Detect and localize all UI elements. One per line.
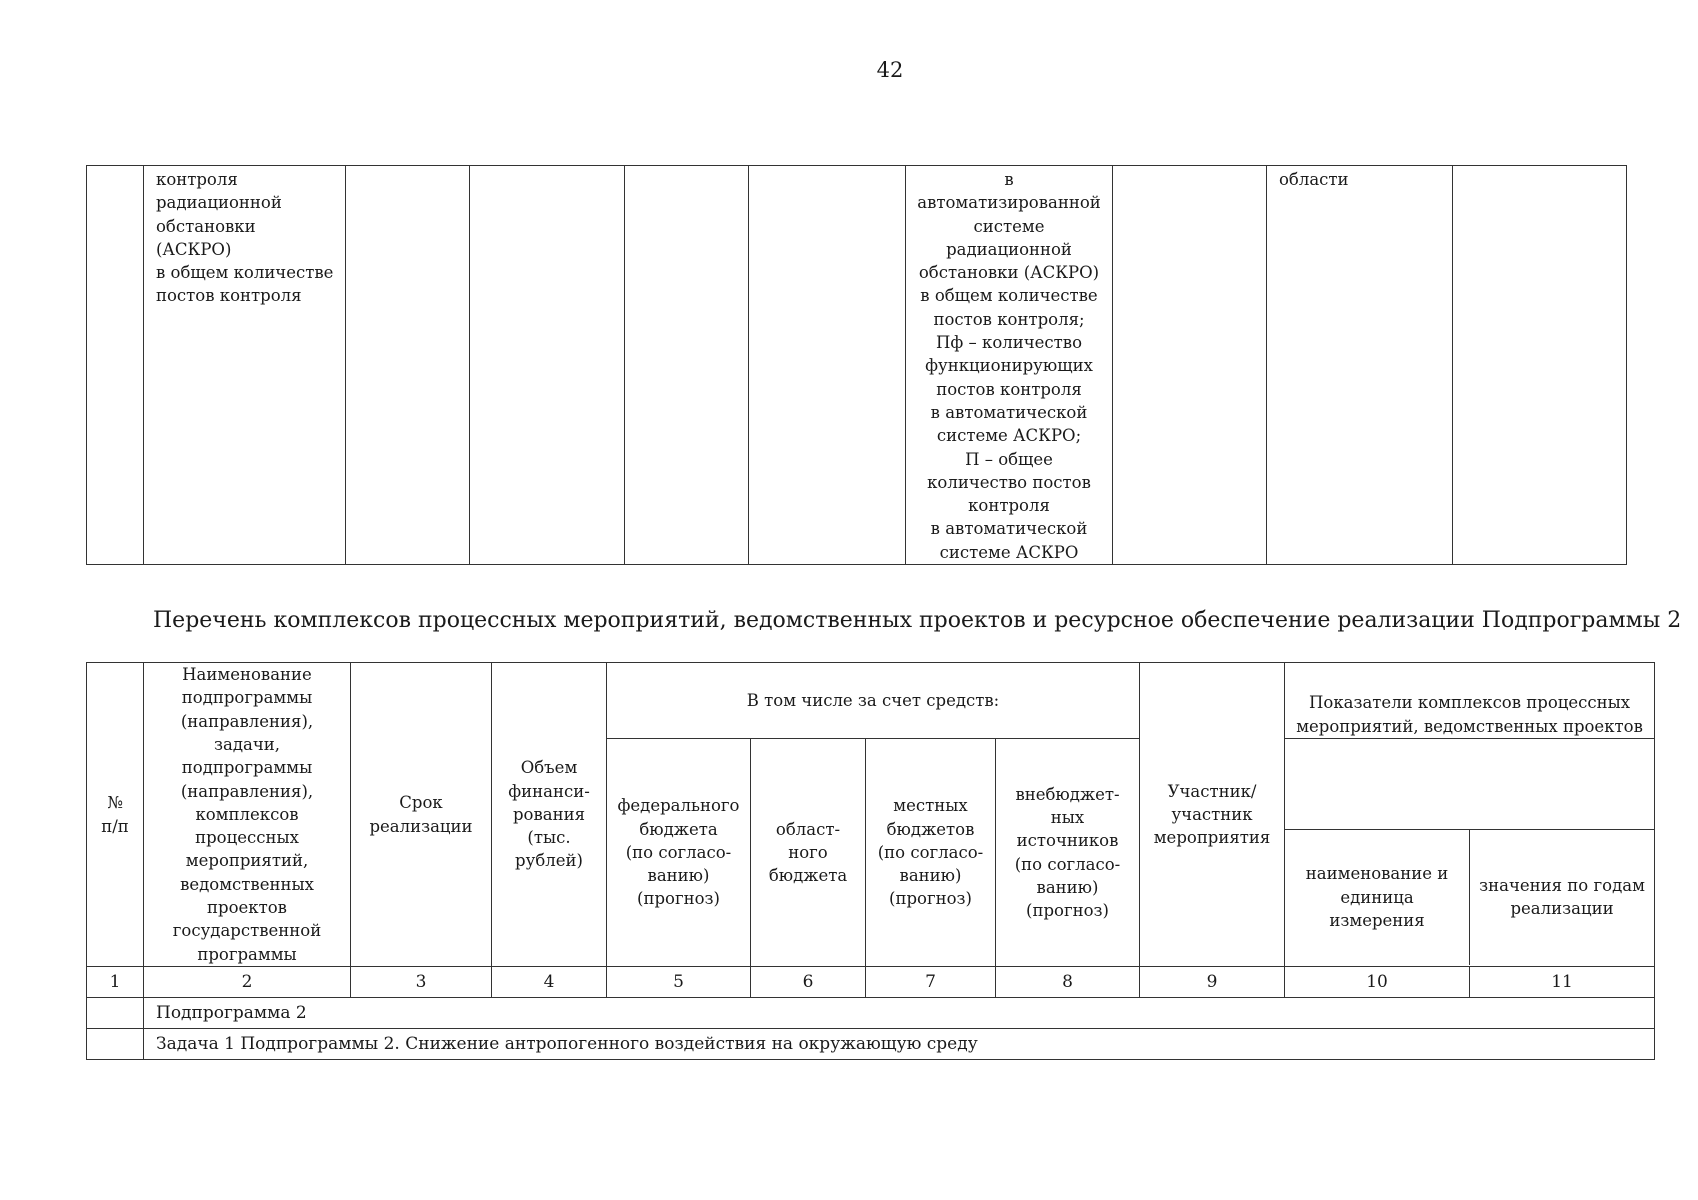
cont-cell-indicator-name: [144, 166, 346, 565]
text-line: наименование и: [1305, 864, 1449, 884]
header-indicator-values: [1470, 829, 1655, 965]
task-title: Задача 1 Подпрограммы 2. Снижение антропогенного воздействия на окружающую среду: [144, 1029, 1655, 1060]
header-indicator-name: [1285, 829, 1470, 965]
text-line: проектов: [207, 898, 287, 918]
header-regional: [751, 739, 866, 967]
text-line: количество постов: [927, 472, 1091, 492]
text-line: участник: [1171, 804, 1253, 824]
column-number: 6: [751, 967, 866, 998]
column-number: 4: [492, 967, 607, 998]
text-line: п/п: [101, 816, 129, 836]
text-line: подпрограммы: [181, 758, 313, 778]
cont-cell-5: [625, 166, 749, 565]
text-line: Показатели комплексов процессных: [1309, 693, 1631, 713]
text-line: радиационной: [156, 193, 282, 213]
text-line: контроля: [156, 170, 238, 189]
header-term: [351, 663, 492, 967]
header-federal: [607, 739, 751, 967]
header-volume: [492, 663, 607, 967]
text-line: федерального: [617, 796, 740, 816]
header-indicators: [1285, 663, 1655, 739]
text-line: (по согласо-: [625, 842, 732, 862]
text-line: постов контроля;: [933, 309, 1085, 329]
text-line: источников: [1016, 831, 1119, 851]
column-number: 7: [866, 967, 996, 998]
text-line: внебюджет-: [1015, 784, 1120, 804]
text-line: Участник/: [1167, 781, 1257, 801]
text-line: единица: [1340, 887, 1414, 907]
text-line: област-: [775, 819, 841, 839]
header-number: [87, 663, 144, 967]
text-line: (прогноз): [889, 889, 972, 909]
column-number: 11: [1470, 967, 1655, 998]
text-line: обстановки (АСКРО): [918, 263, 1100, 283]
text-line: контроля: [968, 496, 1050, 516]
text-line: в общем количестве: [920, 286, 1098, 306]
text-line: №: [107, 793, 123, 813]
text-line: Наименование: [182, 665, 312, 685]
cont-cell-8: [1113, 166, 1267, 565]
header-participant: [1140, 663, 1285, 967]
header-name: [144, 663, 351, 967]
row-number: [87, 1029, 144, 1060]
text-line: мероприятий,: [185, 851, 309, 871]
text-line: государственной: [172, 921, 322, 941]
text-line: Объем: [520, 758, 578, 778]
text-line: радиационной: [946, 239, 1072, 259]
table-row: [87, 1029, 1655, 1060]
text-line: бюджетов: [886, 819, 975, 839]
column-number: 1: [87, 967, 144, 998]
text-line: Срок: [399, 793, 443, 813]
text-line: системе АСКРО;: [936, 426, 1082, 446]
header-indicators-sub: [1285, 739, 1655, 967]
text-line: реализации: [369, 816, 473, 836]
column-number: 3: [351, 967, 492, 998]
text-line: рования: [512, 804, 586, 824]
text-line: ного: [788, 842, 828, 862]
text-line: обстановки: [156, 216, 256, 236]
text-line: значения по годам: [1479, 875, 1645, 895]
text-line: реализации: [1510, 899, 1614, 919]
text-line: (направления),: [180, 781, 314, 801]
text-line: ведомственных: [180, 874, 314, 894]
text-line: ванию): [647, 866, 710, 886]
text-line: в: [1004, 170, 1014, 189]
text-line: измерения: [1329, 910, 1425, 930]
text-line: подпрограммы: [181, 688, 313, 708]
text-line: (тыс.: [527, 828, 571, 848]
text-line: постов контроля: [936, 379, 1082, 399]
column-number: 10: [1285, 967, 1470, 998]
text-line: в автоматической: [930, 519, 1088, 539]
header-local: [866, 739, 996, 967]
cont-cell-1: [87, 166, 144, 565]
text-line: бюджета: [768, 866, 848, 886]
header-including: В том числе за счет средств:: [607, 663, 1140, 739]
text-line: рублей): [515, 851, 583, 871]
text-line: (по согласо-: [1014, 854, 1121, 874]
page-number: 42: [876, 58, 904, 82]
text-line: Пф – количество: [935, 333, 1083, 353]
column-number: 8: [996, 967, 1140, 998]
resources-table: [86, 662, 1655, 1060]
cont-cell-6: [749, 166, 906, 565]
column-number: 2: [144, 967, 351, 998]
cont-cell-3: [346, 166, 470, 565]
cont-cell-formula-description: [906, 166, 1113, 565]
text-line: автоматизированной: [917, 193, 1101, 213]
text-line: программы: [197, 944, 297, 964]
text-line: области: [1279, 170, 1349, 189]
text-line: задачи,: [214, 734, 280, 754]
text-line: (прогноз): [1026, 901, 1109, 921]
cont-cell-source: [1267, 166, 1453, 565]
text-line: комплексов: [195, 804, 299, 824]
text-line: постов контроля: [156, 286, 302, 306]
text-line: процессных: [195, 828, 299, 848]
text-line: П – общее: [965, 449, 1053, 469]
text-line: мероприятия: [1153, 828, 1271, 848]
text-line: финанси-: [508, 781, 590, 801]
subprogram-title: Подпрограмма 2: [144, 998, 1655, 1029]
header-extrabudget: [996, 739, 1140, 967]
section-title: Перечень комплексов процессных мероприятий, ведомственных проектов и ресурсное обеспечение реализации Подпрограммы 2: [153, 608, 1682, 633]
text-line: в автоматической: [930, 402, 1088, 422]
column-number: 5: [607, 967, 751, 998]
text-line: (по согласо-: [877, 842, 984, 862]
text-line: в общем количестве: [156, 263, 334, 283]
row-number: [87, 998, 144, 1029]
column-number: 9: [1140, 967, 1285, 998]
continuation-table: [86, 165, 1627, 565]
text-line: ванию): [1036, 877, 1099, 897]
text-line: ных: [1050, 807, 1085, 827]
text-line: местных: [893, 796, 968, 816]
text-line: (направления),: [180, 711, 314, 731]
text-line: (прогноз): [637, 889, 720, 909]
text-line: системе АСКРО: [939, 542, 1079, 562]
cont-cell-4: [470, 166, 625, 565]
text-line: функционирующих: [925, 356, 1093, 376]
text-line: мероприятий, ведомственных проектов: [1296, 716, 1643, 736]
text-line: системе: [973, 216, 1045, 236]
cont-cell-10: [1453, 166, 1627, 565]
text-line: ванию): [899, 866, 962, 886]
table-row: [87, 998, 1655, 1029]
text-line: (АСКРО): [156, 239, 232, 259]
text-line: бюджета: [639, 819, 718, 839]
column-numbers-row: [87, 967, 1655, 998]
